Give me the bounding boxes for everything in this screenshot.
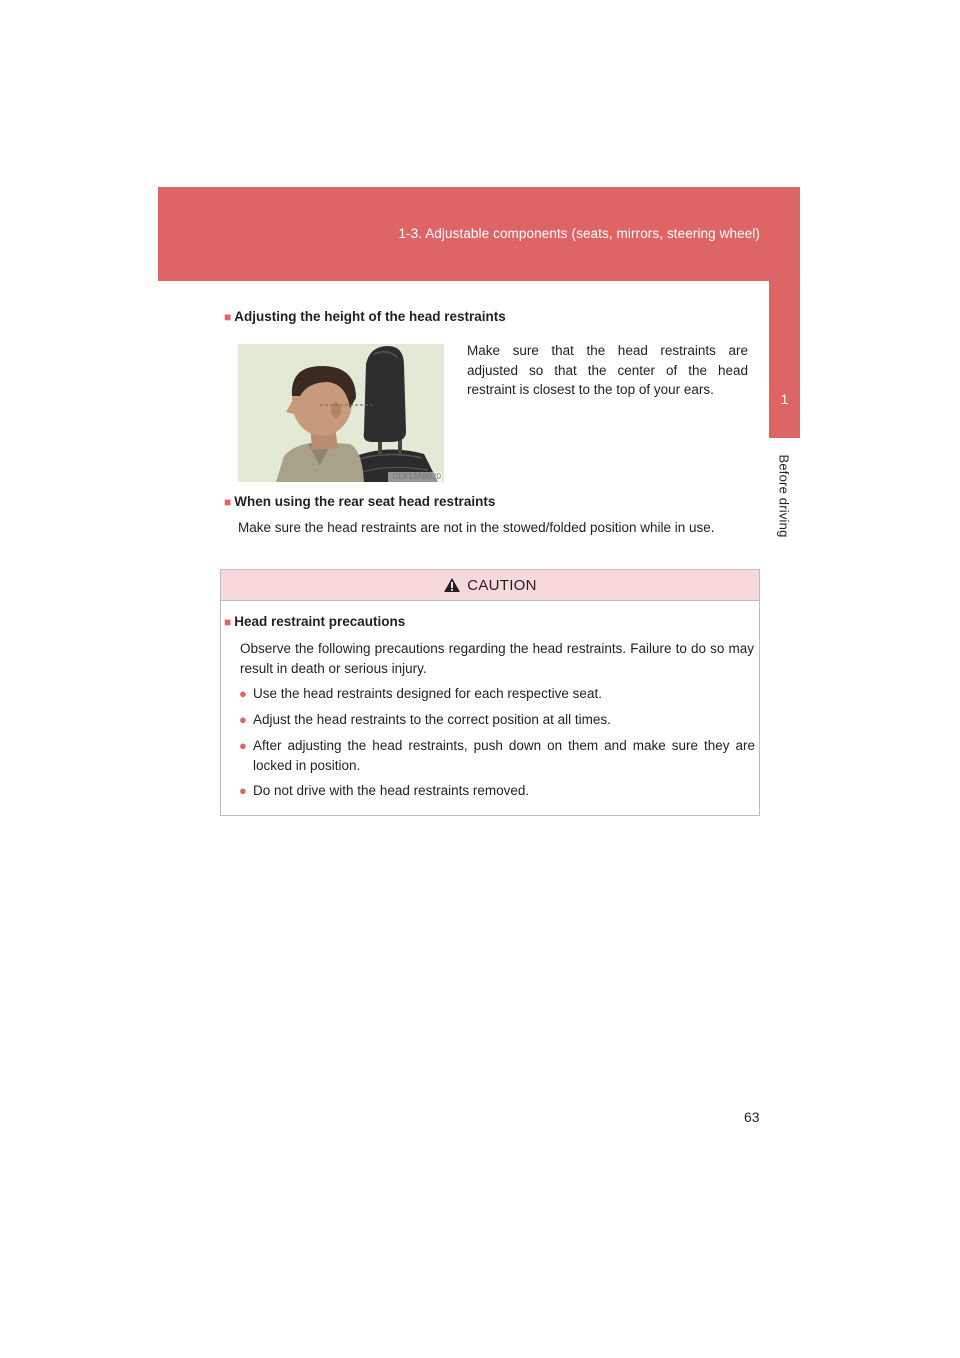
caution-bullet [239,781,755,801]
section-heading-text: Adjusting the height of the head restraints [234,309,506,324]
warning-triangle-icon [443,577,461,593]
bullet-dot-icon: ● [239,738,247,753]
section-marker: ■ [224,310,232,324]
caution-bullet [239,710,755,730]
header-band [158,187,800,281]
section-title: 1-3. Adjustable components (seats, mirrors, steering wheel) [398,226,760,241]
bullet-text: Use the head restraints designed for each respective seat. [253,686,602,701]
page-number: 63 [744,1109,760,1125]
caution-label: CAUTION [467,576,537,594]
height-instructions: Make sure that the head restraints are adjusted so that the center of the head restraint is closest to the top of your ears. [467,343,748,397]
bullet-dot-icon: ● [239,783,247,798]
image-code: CLX13AB020 [392,472,441,481]
caution-header [221,570,759,601]
section-marker: ■ [224,495,232,509]
bullet-text: After adjusting the head restraints, push down on them and make sure they are locked in position. [253,738,755,773]
bullet-text: Adjust the head restraints to the correct position at all times. [253,712,611,727]
caution-bullet [239,736,755,776]
bullet-dot-icon: ● [239,712,247,727]
rear-seat-instructions: Make sure the head restraints are not in the stowed/folded position while in use. [238,520,715,535]
caution-subheading-text: Head restraint precautions [234,614,406,629]
head-restraint-illustration [238,344,444,482]
caution-bullet [239,684,755,704]
caution-intro: Observe the following precautions regarding the head restraints. Failure to do so may result in death or serious injury. [240,641,754,676]
chapter-label: Before driving [776,454,792,538]
caution-subheading [224,614,405,629]
chapter-tab [769,281,800,438]
caution-marker: ■ [224,615,232,629]
section-heading-text: When using the rear seat head restraints [234,494,496,509]
bullet-dot-icon: ● [239,686,247,701]
section-heading-head-restraint-height [224,309,506,324]
bullet-text: Do not drive with the head restraints removed. [253,783,530,798]
caution-box [220,569,760,816]
section-heading-rear-seat [224,494,495,509]
chapter-number: 1 [780,391,789,407]
